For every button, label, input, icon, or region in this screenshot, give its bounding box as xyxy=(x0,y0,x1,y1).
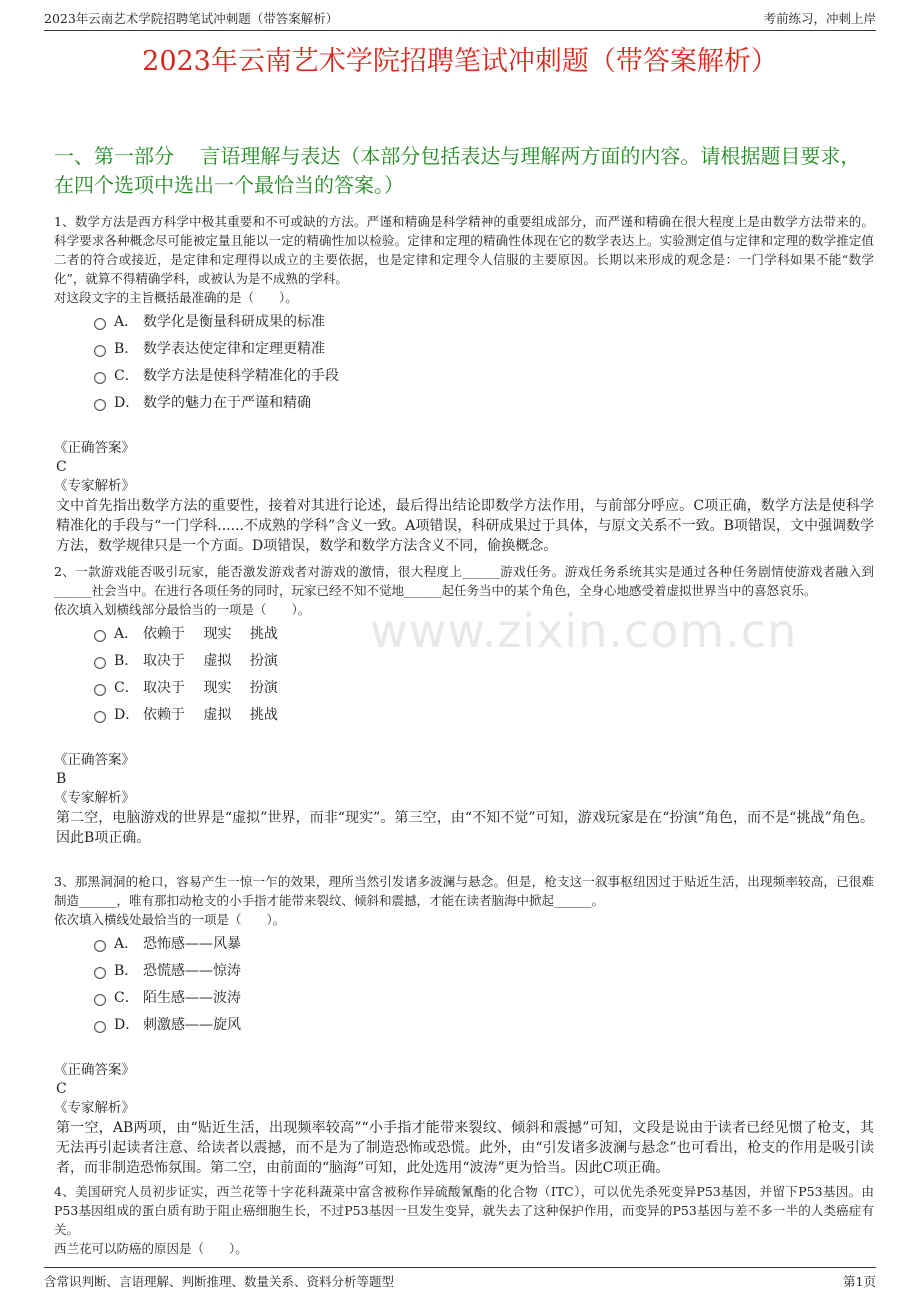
question-4 xyxy=(54,1182,874,1258)
question-text: 4、美国研究人员初步证实，西兰花等十字花科蔬菜中富含被称作异硫酸氰酯的化合物（ITC），可以优先杀死变异P53基因，并留下P53基因。由P53基因组成的蛋白质有助于阻止癌细胞生长，不过P53基因一旦发生变异，就失去了这种保护作用，而变异的P53基因与差不多一半的人类癌症有关。 xyxy=(54,1184,874,1237)
option-text: 恐怖感——风暴 xyxy=(143,936,241,952)
option-a[interactable] xyxy=(54,309,874,336)
page-footer xyxy=(44,1267,876,1292)
option-b[interactable] xyxy=(54,336,874,363)
answer-value: C xyxy=(56,1081,67,1097)
question-prompt: 对这段文字的主旨概括最准确的是（ ）。 xyxy=(54,290,298,305)
option-letter: C． xyxy=(114,368,139,384)
answer-value: B xyxy=(56,771,67,787)
explanation-text: 第一空，AB两项，由“贴近生活，出现频率较高”“小手指才能带来裂纹、倾斜和震撼”可知，文段是说由于读者已经见惯了枪支，其无法再引起读者注意、给读者以震撼，而不是为了制造恐怖或恐慌。此外，由“引发诸多波澜与悬念”也可看出，枪支的作用是吸引读者，而非制造恐怖氛围。第二空，由前面的“脑海”可知，此处选用“波涛”更为恰当。因此C项正确。 xyxy=(56,1120,874,1176)
option-c[interactable] xyxy=(54,363,874,390)
explanation-label: 《专家解析》 xyxy=(54,478,135,494)
answer-label: 《正确答案》 xyxy=(54,440,135,456)
page-number: 第1页 xyxy=(843,1274,876,1289)
option-text: 依赖于 虚拟 挑战 xyxy=(143,707,278,723)
option-text: 取决于 虚拟 扮演 xyxy=(143,653,278,669)
option-letter: D． xyxy=(114,1017,140,1033)
option-text: 数学的魅力在于严谨和精确 xyxy=(143,395,311,411)
explanation-label: 《专家解析》 xyxy=(54,1100,135,1116)
explanation-text: 第二空，电脑游戏的世界是“虚拟”世界，而非“现实”。第三空，由“不知不觉”可知，游戏玩家是在“扮演”角色，而不是“挑战”角色。因此B项正确。 xyxy=(56,810,874,846)
option-d[interactable] xyxy=(54,1012,874,1039)
options-list xyxy=(54,931,874,1039)
explanation-label: 《专家解析》 xyxy=(54,790,135,806)
answer-label: 《正确答案》 xyxy=(54,1062,135,1078)
radio-button[interactable] xyxy=(94,967,106,979)
answer-label: 《正确答案》 xyxy=(54,752,135,768)
option-text: 恐慌感——惊涛 xyxy=(143,963,241,979)
question-prompt: 西兰花可以防癌的原因是（ ）。 xyxy=(54,1241,248,1256)
question-text: 3、那黑洞洞的枪口，容易产生一惊一乍的效果，理所当然引发诸多波澜与悬念。但是，枪支这一叙事枢纽因过于贴近生活，出现频率较高，已很难制造______，唯有那扣动枪支的小手指才能带来裂纹、倾斜和震撼，才能在读者脑海中掀起______。 xyxy=(54,874,874,908)
option-text: 取决于 现实 扮演 xyxy=(143,680,278,696)
question-prompt: 依次填入横线处最恰当的一项是（ ）。 xyxy=(54,912,286,927)
page-header xyxy=(44,8,876,31)
explanation-text: 文中首先指出数学方法的重要性，接着对其进行论述，最后得出结论即数学方法作用，与前部分呼应。C项正确，数学方法是使科学精准化的手段与“一门学科......不成熟的学科”含义一致。A项错误，科研成果过于具体，与原文关系不一致。B项错误，文中强调数学方法，数学规律只是一个方面。D项错误，数学和数学方法含义不同，偷换概念。 xyxy=(56,498,874,554)
option-letter: A． xyxy=(114,936,139,952)
section-heading: 一、第一部分 言语理解与表达（本部分包括表达与理解两方面的内容。请根据题目要求，在四个选项中选出一个最恰当的答案。） xyxy=(54,144,861,197)
option-c[interactable] xyxy=(54,675,874,702)
option-d[interactable] xyxy=(54,390,874,417)
question-prompt: 依次填入划横线部分最恰当的一项是（ ）。 xyxy=(54,602,311,617)
option-letter: C． xyxy=(114,990,139,1006)
question-text: 2、一款游戏能否吸引玩家，能否激发游戏者对游戏的激情，很大程度上______游戏任务。游戏任务系统其实是通过各种任务剧情使游戏者融入到______社会当中。在进行各项任务的同时，玩家已经不知不觉地______起任务当中的某个角色，全身心地感受着虚拟世界当中的喜怒哀乐。 xyxy=(54,564,874,598)
footer-left-text: 含常识判断、言语理解、判断推理、数量关系、资料分析等题型 xyxy=(44,1274,395,1289)
radio-button[interactable] xyxy=(94,399,106,411)
answer-value: C xyxy=(56,459,67,475)
option-letter: B． xyxy=(114,341,139,357)
option-b[interactable] xyxy=(54,958,874,985)
option-letter: C． xyxy=(114,680,139,696)
option-text: 依赖于 现实 挑战 xyxy=(143,626,278,642)
options-list xyxy=(54,309,874,417)
radio-button[interactable] xyxy=(94,711,106,723)
option-text: 数学表达使定律和定理更精准 xyxy=(143,341,325,357)
option-a[interactable] xyxy=(54,931,874,958)
option-text: 刺激感——旋风 xyxy=(143,1017,241,1033)
question-3 xyxy=(54,872,874,1178)
option-letter: A． xyxy=(114,314,139,330)
question-text: 1、数学方法是西方科学中极其重要和不可或缺的方法。严谨和精确是科学精神的重要组成部分，而严谨和精确在很大程度上是由数学方法带来的。科学要求各种概念尽可能被定量且能以一定的精确性加以检验。定律和定理的精确性体现在它的数学表达上。实验测定值与定律和定理的数学推定值二者的符合或接近，是定律和定理得以成立的主要依据，也是定律和定理令人信服的主要原因。长期以来形成的观念是：一门学科如果不能“数学化”，就算不得精确学科，或被认为是不成熟的学科。 xyxy=(54,214,874,286)
radio-button[interactable] xyxy=(94,994,106,1006)
radio-button[interactable] xyxy=(94,657,106,669)
header-left-text: 2023年云南艺术学院招聘笔试冲刺题（带答案解析） xyxy=(44,11,339,26)
option-d[interactable] xyxy=(54,702,874,729)
header-right-text: 考前练习，冲刺上岸 xyxy=(763,11,876,26)
radio-button[interactable] xyxy=(94,372,106,384)
option-letter: A． xyxy=(114,626,139,642)
option-letter: B． xyxy=(114,963,139,979)
question-1 xyxy=(54,212,874,556)
option-letter: D． xyxy=(114,395,140,411)
option-letter: B． xyxy=(114,653,139,669)
radio-button[interactable] xyxy=(94,684,106,696)
radio-button[interactable] xyxy=(94,940,106,952)
option-text: 数学方法是使科学精准化的手段 xyxy=(143,368,339,384)
watermark: www.zixin.com.cn xyxy=(370,604,798,658)
option-text: 陌生感——波涛 xyxy=(143,990,241,1006)
radio-button[interactable] xyxy=(94,1021,106,1033)
radio-button[interactable] xyxy=(94,630,106,642)
radio-button[interactable] xyxy=(94,345,106,357)
option-c[interactable] xyxy=(54,985,874,1012)
option-text: 数学化是衡量科研成果的标准 xyxy=(143,314,325,330)
radio-button[interactable] xyxy=(94,318,106,330)
option-letter: D． xyxy=(114,707,140,723)
document-title: 2023年云南艺术学院招聘笔试冲刺题（带答案解析） xyxy=(142,46,778,77)
